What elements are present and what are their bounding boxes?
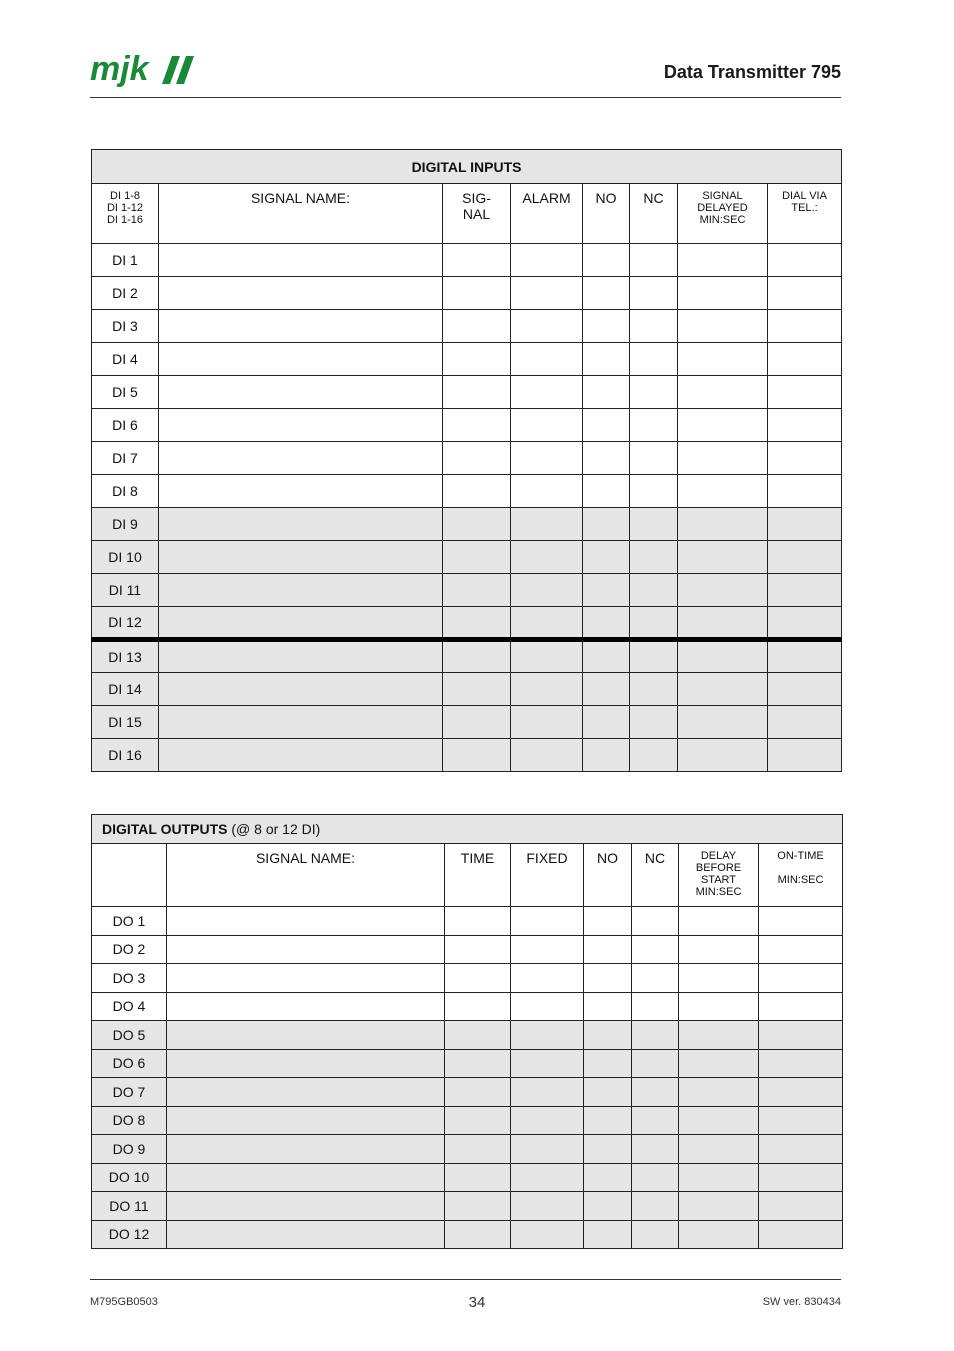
di-row-label: DI 9 (92, 508, 159, 541)
di-entry-cell[interactable] (678, 574, 768, 607)
di-entry-cell[interactable] (511, 607, 583, 640)
di-row (92, 475, 842, 508)
di-entry-cell[interactable] (443, 376, 511, 409)
di-entry-cell[interactable] (630, 442, 678, 475)
di-header-row (92, 184, 842, 244)
do-entry-cell[interactable] (167, 1220, 445, 1249)
do-entry-cell[interactable] (445, 1163, 511, 1192)
do-entry-cell[interactable] (511, 1021, 584, 1050)
do-entry-cell[interactable] (584, 1220, 632, 1249)
do-entry-cell[interactable] (167, 1078, 445, 1107)
di-entry-cell[interactable] (583, 706, 630, 739)
do-row-label: DO 9 (92, 1135, 167, 1164)
di-row-label: DI 16 (92, 739, 159, 772)
digital-inputs-table (91, 149, 842, 772)
do-entry-cell[interactable] (584, 1163, 632, 1192)
do-entry-cell[interactable] (167, 1192, 445, 1221)
di-entry-cell[interactable] (583, 310, 630, 343)
do-entry-cell[interactable] (584, 964, 632, 993)
di-entry-cell[interactable] (678, 409, 768, 442)
di-entry-cell[interactable] (630, 244, 678, 277)
digital-outputs-table (91, 814, 843, 1249)
do-signal-name-header: SIGNAL NAME: (167, 844, 445, 907)
do-entry-cell[interactable] (759, 1021, 843, 1050)
di-row (92, 244, 842, 277)
do-entry-cell[interactable] (679, 1163, 759, 1192)
di-entry-cell[interactable] (443, 475, 511, 508)
di-entry-cell[interactable] (678, 508, 768, 541)
di-entry-cell[interactable] (678, 343, 768, 376)
di-entry-cell[interactable] (768, 376, 842, 409)
di-entry-cell[interactable] (159, 475, 443, 508)
do-title-cell (92, 815, 843, 844)
do-entry-cell[interactable] (632, 964, 679, 993)
do-entry-cell[interactable] (167, 935, 445, 964)
do-entry-cell[interactable] (759, 907, 843, 936)
di-row (92, 277, 842, 310)
document-code: M795GB0503 (90, 1296, 158, 1308)
do-entry-cell[interactable] (445, 1078, 511, 1107)
di-row (92, 574, 842, 607)
di-entry-cell[interactable] (583, 673, 630, 706)
di-entry-cell[interactable] (678, 607, 768, 640)
do-row (92, 1192, 843, 1221)
di-entry-cell[interactable] (768, 607, 842, 640)
di-entry-cell[interactable] (583, 442, 630, 475)
do-entry-cell[interactable] (511, 992, 584, 1021)
do-row-label: DO 1 (92, 907, 167, 936)
do-entry-cell[interactable] (584, 907, 632, 936)
do-entry-cell[interactable] (759, 1192, 843, 1221)
di-entry-cell[interactable] (768, 475, 842, 508)
di-entry-cell[interactable] (159, 343, 443, 376)
do-row (92, 1021, 843, 1050)
do-entry-cell[interactable] (679, 1135, 759, 1164)
di-entry-cell[interactable] (630, 475, 678, 508)
di-entry-cell[interactable] (768, 640, 842, 673)
do-row-label: DO 3 (92, 964, 167, 993)
do-row-label: DO 11 (92, 1192, 167, 1221)
do-row (92, 907, 843, 936)
di-row-label: DI 6 (92, 409, 159, 442)
do-entry-cell[interactable] (167, 1163, 445, 1192)
di-nc-header: NC (630, 184, 678, 244)
do-row-label: DO 12 (92, 1220, 167, 1249)
di-row-label: DI 10 (92, 541, 159, 574)
do-entry-cell[interactable] (632, 1106, 679, 1135)
di-entry-cell[interactable] (511, 277, 583, 310)
di-entry-cell[interactable] (511, 244, 583, 277)
do-entry-cell[interactable] (759, 992, 843, 1021)
do-nc-header: NC (632, 844, 679, 907)
di-row (92, 541, 842, 574)
do-entry-cell[interactable] (632, 1021, 679, 1050)
di-entry-cell[interactable] (768, 508, 842, 541)
do-entry-cell[interactable] (445, 1220, 511, 1249)
di-entry-cell[interactable] (159, 541, 443, 574)
document-title: Data Transmitter 795 (663, 62, 841, 82)
di-entry-cell[interactable] (511, 343, 583, 376)
do-entry-cell[interactable] (445, 1021, 511, 1050)
do-entry-cell[interactable] (679, 907, 759, 936)
do-entry-cell[interactable] (679, 1220, 759, 1249)
do-label-header (92, 844, 167, 907)
di-entry-cell[interactable] (159, 640, 443, 673)
di-entry-cell[interactable] (768, 409, 842, 442)
di-entry-cell[interactable] (768, 310, 842, 343)
di-entry-cell[interactable] (583, 541, 630, 574)
do-entry-cell[interactable] (167, 992, 445, 1021)
di-row (92, 640, 842, 673)
di-entry-cell[interactable] (159, 442, 443, 475)
do-entry-cell[interactable] (445, 1192, 511, 1221)
di-entry-cell[interactable] (511, 508, 583, 541)
di-entry-cell[interactable] (768, 343, 842, 376)
di-row (92, 607, 842, 640)
do-entry-cell[interactable] (511, 907, 584, 936)
di-entry-cell[interactable] (511, 673, 583, 706)
do-entry-cell[interactable] (511, 1078, 584, 1107)
di-row-label: DI 12 (92, 607, 159, 640)
di-row-label: DI 13 (92, 640, 159, 673)
di-entry-cell[interactable] (630, 277, 678, 310)
di-row-label: DI 14 (92, 673, 159, 706)
do-entry-cell[interactable] (511, 1220, 584, 1249)
di-entry-cell[interactable] (159, 310, 443, 343)
do-row (92, 1220, 843, 1249)
do-entry-cell[interactable] (759, 1049, 843, 1078)
do-entry-cell[interactable] (632, 1192, 679, 1221)
do-entry-cell[interactable] (445, 1106, 511, 1135)
do-row (92, 1163, 843, 1192)
do-fixed-header: FIXED (511, 844, 584, 907)
do-entry-cell[interactable] (632, 907, 679, 936)
software-version: SW ver. 830434 (762, 1296, 841, 1308)
di-entry-cell[interactable] (443, 244, 511, 277)
di-range-header: DI 1-8 DI 1-12 DI 1-16 (92, 184, 159, 244)
do-entry-cell[interactable] (632, 1049, 679, 1078)
di-entry-cell[interactable] (630, 409, 678, 442)
di-entry-cell[interactable] (630, 739, 678, 772)
di-entry-cell[interactable] (443, 277, 511, 310)
do-row-label: DO 8 (92, 1106, 167, 1135)
di-row (92, 673, 842, 706)
do-entry-cell[interactable] (679, 1192, 759, 1221)
di-entry-cell[interactable] (511, 706, 583, 739)
di-entry-cell[interactable] (768, 277, 842, 310)
di-entry-cell[interactable] (630, 574, 678, 607)
di-entry-cell[interactable] (768, 739, 842, 772)
di-row-label: DI 4 (92, 343, 159, 376)
di-entry-cell[interactable] (768, 244, 842, 277)
svg-text:mjk: mjk (90, 50, 149, 88)
do-entry-cell[interactable] (759, 935, 843, 964)
page-number: 34 (468, 1294, 486, 1311)
do-entry-cell[interactable] (167, 907, 445, 936)
di-entry-cell[interactable] (583, 376, 630, 409)
di-entry-cell[interactable] (630, 310, 678, 343)
di-entry-cell[interactable] (583, 574, 630, 607)
di-entry-cell[interactable] (678, 475, 768, 508)
do-entry-cell[interactable] (511, 1192, 584, 1221)
do-entry-cell[interactable] (445, 907, 511, 936)
di-entry-cell[interactable] (678, 376, 768, 409)
do-no-header: NO (584, 844, 632, 907)
do-entry-cell[interactable] (679, 935, 759, 964)
do-title: DIGITAL OUTPUTS (102, 821, 228, 837)
di-entry-cell[interactable] (443, 409, 511, 442)
do-entry-cell[interactable] (759, 1163, 843, 1192)
di-entry-cell[interactable] (630, 343, 678, 376)
do-entry-cell[interactable] (679, 1049, 759, 1078)
do-row (92, 935, 843, 964)
di-entry-cell[interactable] (159, 574, 443, 607)
do-entry-cell[interactable] (679, 1106, 759, 1135)
do-entry-cell[interactable] (584, 1135, 632, 1164)
di-row-label: DI 7 (92, 442, 159, 475)
di-entry-cell[interactable] (443, 673, 511, 706)
do-entry-cell[interactable] (632, 935, 679, 964)
di-entry-cell[interactable] (511, 574, 583, 607)
di-title: DIGITAL INPUTS (92, 150, 842, 184)
di-entry-cell[interactable] (630, 376, 678, 409)
di-entry-cell[interactable] (159, 739, 443, 772)
do-entry-cell[interactable] (632, 992, 679, 1021)
di-entry-cell[interactable] (630, 607, 678, 640)
di-row (92, 409, 842, 442)
di-row (92, 508, 842, 541)
do-entry-cell[interactable] (167, 964, 445, 993)
do-entry-cell[interactable] (167, 1049, 445, 1078)
di-entry-cell[interactable] (159, 409, 443, 442)
di-entry-cell[interactable] (768, 706, 842, 739)
di-entry-cell[interactable] (443, 607, 511, 640)
di-entry-cell[interactable] (583, 244, 630, 277)
do-entry-cell[interactable] (679, 1021, 759, 1050)
di-entry-cell[interactable] (583, 409, 630, 442)
di-dial-header: DIAL VIA TEL.: (768, 184, 842, 244)
do-delay-header: DELAY BEFORE START MIN:SEC (679, 844, 759, 907)
do-entry-cell[interactable] (445, 964, 511, 993)
do-entry-cell[interactable] (759, 1135, 843, 1164)
di-signal-header: SIG- NAL (443, 184, 511, 244)
do-entry-cell[interactable] (511, 1135, 584, 1164)
do-entry-cell[interactable] (511, 1163, 584, 1192)
di-entry-cell[interactable] (159, 673, 443, 706)
di-row (92, 376, 842, 409)
do-row-label: DO 7 (92, 1078, 167, 1107)
di-entry-cell[interactable] (443, 574, 511, 607)
di-no-header: NO (583, 184, 630, 244)
do-entry-cell[interactable] (167, 1106, 445, 1135)
do-entry-cell[interactable] (584, 1049, 632, 1078)
do-row-label: DO 6 (92, 1049, 167, 1078)
do-row (92, 992, 843, 1021)
di-entry-cell[interactable] (630, 673, 678, 706)
do-entry-cell[interactable] (584, 992, 632, 1021)
di-row (92, 739, 842, 772)
di-row-label: DI 15 (92, 706, 159, 739)
di-row-label: DI 11 (92, 574, 159, 607)
di-row (92, 343, 842, 376)
do-entry-cell[interactable] (632, 1135, 679, 1164)
header-rule (90, 97, 841, 98)
di-entry-cell[interactable] (443, 640, 511, 673)
do-entry-cell[interactable] (759, 964, 843, 993)
do-entry-cell[interactable] (759, 1106, 843, 1135)
di-entry-cell[interactable] (511, 541, 583, 574)
di-entry-cell[interactable] (768, 442, 842, 475)
di-entry-cell[interactable] (159, 607, 443, 640)
di-entry-cell[interactable] (443, 508, 511, 541)
di-entry-cell[interactable] (583, 277, 630, 310)
do-row (92, 964, 843, 993)
di-entry-cell[interactable] (583, 739, 630, 772)
di-row-label: DI 8 (92, 475, 159, 508)
do-entry-cell[interactable] (679, 964, 759, 993)
do-entry-cell[interactable] (584, 935, 632, 964)
do-entry-cell[interactable] (445, 1135, 511, 1164)
do-entry-cell[interactable] (584, 1021, 632, 1050)
di-entry-cell[interactable] (443, 541, 511, 574)
di-entry-cell[interactable] (630, 640, 678, 673)
do-entry-cell[interactable] (759, 1220, 843, 1249)
di-row (92, 310, 842, 343)
di-entry-cell[interactable] (678, 706, 768, 739)
do-entry-cell[interactable] (167, 1135, 445, 1164)
do-entry-cell[interactable] (445, 1049, 511, 1078)
di-entry-cell[interactable] (583, 475, 630, 508)
do-time-header: TIME (445, 844, 511, 907)
di-entry-cell[interactable] (583, 508, 630, 541)
di-row-label: DI 2 (92, 277, 159, 310)
di-entry-cell[interactable] (678, 640, 768, 673)
do-entry-cell[interactable] (445, 992, 511, 1021)
do-entry-cell[interactable] (584, 1078, 632, 1107)
di-entry-cell[interactable] (583, 343, 630, 376)
di-entry-cell[interactable] (678, 277, 768, 310)
di-entry-cell[interactable] (511, 310, 583, 343)
di-entry-cell[interactable] (443, 442, 511, 475)
do-entry-cell[interactable] (632, 1163, 679, 1192)
di-alarm-header: ALARM (511, 184, 583, 244)
di-entry-cell[interactable] (511, 409, 583, 442)
di-entry-cell[interactable] (768, 541, 842, 574)
mjk-logo (90, 50, 194, 92)
di-entry-cell[interactable] (159, 376, 443, 409)
di-entry-cell[interactable] (159, 508, 443, 541)
di-entry-cell[interactable] (443, 343, 511, 376)
di-entry-cell[interactable] (443, 739, 511, 772)
do-entry-cell[interactable] (632, 1220, 679, 1249)
di-entry-cell[interactable] (678, 541, 768, 574)
di-entry-cell[interactable] (511, 640, 583, 673)
di-entry-cell[interactable] (583, 607, 630, 640)
di-entry-cell[interactable] (630, 541, 678, 574)
di-entry-cell[interactable] (678, 739, 768, 772)
di-entry-cell[interactable] (159, 244, 443, 277)
di-entry-cell[interactable] (678, 244, 768, 277)
di-row (92, 442, 842, 475)
do-entry-cell[interactable] (445, 935, 511, 964)
do-header-row (92, 844, 843, 907)
do-entry-cell[interactable] (759, 1078, 843, 1107)
di-entry-cell[interactable] (678, 442, 768, 475)
do-entry-cell[interactable] (511, 964, 584, 993)
do-row (92, 1078, 843, 1107)
di-row (92, 706, 842, 739)
do-row (92, 1049, 843, 1078)
do-row-label: DO 4 (92, 992, 167, 1021)
do-subtitle: (@ 8 or 12 DI) (231, 821, 321, 837)
di-entry-cell[interactable] (511, 739, 583, 772)
di-entry-cell[interactable] (443, 706, 511, 739)
di-entry-cell[interactable] (443, 310, 511, 343)
do-row (92, 1106, 843, 1135)
do-entry-cell[interactable] (511, 935, 584, 964)
di-entry-cell[interactable] (159, 706, 443, 739)
di-entry-cell[interactable] (159, 277, 443, 310)
di-entry-cell[interactable] (768, 574, 842, 607)
do-row (92, 1135, 843, 1164)
di-entry-cell[interactable] (511, 442, 583, 475)
di-signal-name-header: SIGNAL NAME: (159, 184, 443, 244)
di-entry-cell[interactable] (678, 310, 768, 343)
di-entry-cell[interactable] (583, 640, 630, 673)
do-entry-cell[interactable] (584, 1192, 632, 1221)
di-row-label: DI 5 (92, 376, 159, 409)
do-row-label: DO 2 (92, 935, 167, 964)
di-delayed-header: SIGNAL DELAYED MIN:SEC (678, 184, 768, 244)
di-entry-cell[interactable] (678, 673, 768, 706)
di-row-label: DI 1 (92, 244, 159, 277)
do-row-label: DO 5 (92, 1021, 167, 1050)
di-entry-cell[interactable] (511, 475, 583, 508)
di-entry-cell[interactable] (768, 673, 842, 706)
do-entry-cell[interactable] (167, 1021, 445, 1050)
do-entry-cell[interactable] (511, 1049, 584, 1078)
do-entry-cell[interactable] (679, 1078, 759, 1107)
di-entry-cell[interactable] (630, 706, 678, 739)
do-entry-cell[interactable] (584, 1106, 632, 1135)
di-entry-cell[interactable] (630, 508, 678, 541)
do-entry-cell[interactable] (511, 1106, 584, 1135)
do-on-time-header: ON-TIME MIN:SEC (759, 844, 843, 907)
do-entry-cell[interactable] (679, 992, 759, 1021)
footer-rule (90, 1279, 841, 1280)
di-entry-cell[interactable] (511, 376, 583, 409)
do-entry-cell[interactable] (632, 1078, 679, 1107)
do-row-label: DO 10 (92, 1163, 167, 1192)
di-row-label: DI 3 (92, 310, 159, 343)
